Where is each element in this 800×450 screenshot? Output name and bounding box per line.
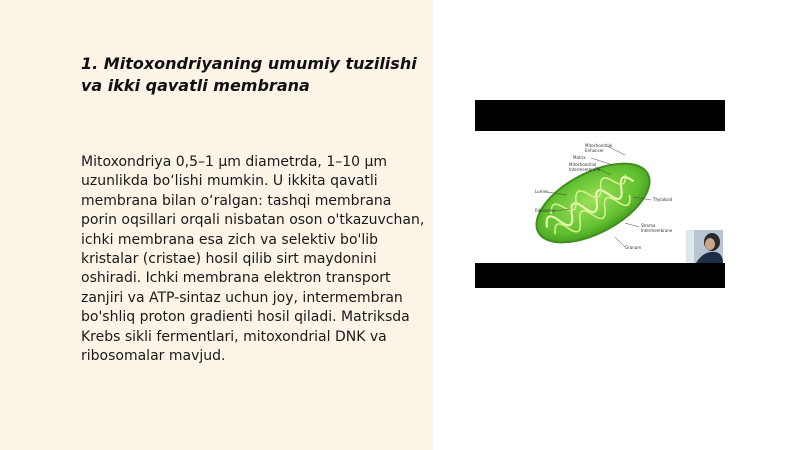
slide-title: 1. Mitoxondriyaning umumiy tuzilishi va ikki qavatli membrana [81,54,417,95]
label-r1: Thylakoid [653,197,673,202]
label-l1: Mitochondrial [585,143,613,148]
label-r3: Stroma [641,223,656,228]
svg-text:Enhancer: Enhancer [585,148,604,153]
label-l2: Matrix [573,155,586,160]
label-r2: Granum [625,245,642,250]
svg-text:Intermembrane: Intermembrane [641,228,673,233]
webcam-overlay [686,230,723,263]
slide-body-text: Mitoxondriya 0,5–1 µm diametrda, 1–10 µm uzunlikda bo‘lishi mumkin. U ikkita qavatli membrana bilan o‘ralgan: tashqi membrana porin oqsillari orqali nisbatan oson o'tkazuvchan, ichki membrana esa zich va selektiv bo'lib kristalar (cristae) hosil qilib sirt maydonini oshiradi. Ichki membrana elektron transport zanjiri va ATP-sintaz uchun joy, intermembran bo'shliq proton gradienti hosil qiladi. Matriksda Krebs sikli fermentlari, mitoxondrial DNK va ribosomalar mavjud. [81,154,425,365]
label-l4: Lumen [535,189,549,194]
presenter-image [686,230,723,263]
video-player[interactable] [475,100,725,288]
svg-text:Intermembrane: Intermembrane [569,167,601,172]
video-frame-image [475,131,725,263]
label-l5: Ribosome [535,208,555,213]
label-l3: Mitochondrial [569,162,597,167]
